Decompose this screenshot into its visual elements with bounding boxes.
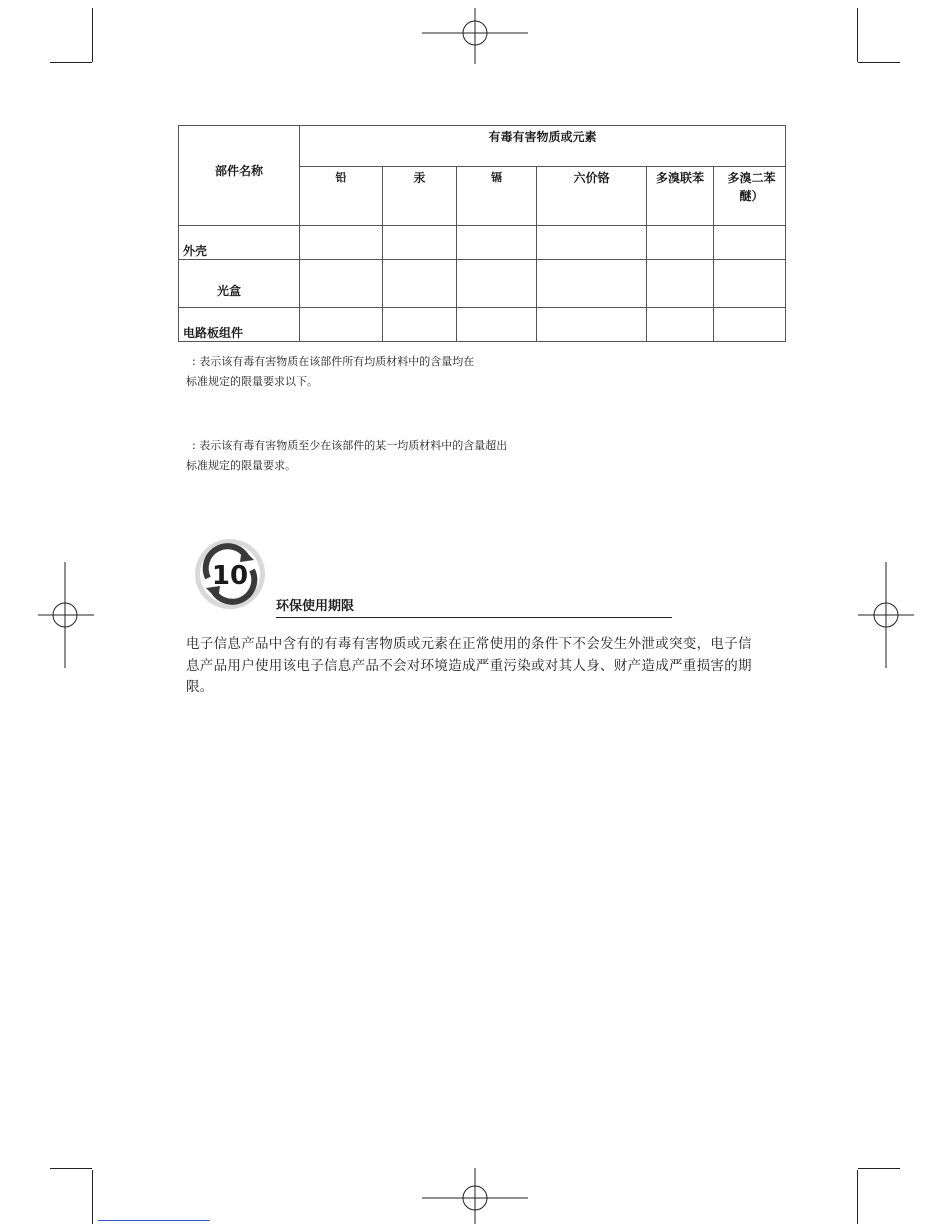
registration-mark-icon bbox=[858, 562, 914, 668]
table-cell bbox=[714, 260, 786, 308]
table-cell bbox=[647, 226, 714, 260]
table-cell bbox=[537, 308, 647, 342]
note-below-limit bbox=[186, 352, 474, 392]
table-cell bbox=[647, 260, 714, 308]
substance-header-lead: 铅 bbox=[300, 167, 383, 226]
registration-mark-icon bbox=[422, 8, 528, 64]
note-text: 标准规定的限量要求以下。 bbox=[186, 375, 318, 388]
table-cell bbox=[457, 308, 537, 342]
substance-header-pbb: 多溴联苯 bbox=[647, 167, 714, 226]
logo-number: 10 bbox=[211, 561, 249, 591]
part-name-cell: 电路板组件 bbox=[179, 308, 300, 342]
substance-header-pbde: 多溴二苯醚） bbox=[714, 167, 786, 226]
note-exceeds-limit bbox=[186, 436, 507, 476]
part-name-cell: 光盒 bbox=[179, 260, 300, 308]
crop-mark bbox=[92, 8, 93, 62]
table-cell bbox=[300, 260, 383, 308]
hazardous-substance-table bbox=[178, 125, 786, 342]
table-cell bbox=[714, 308, 786, 342]
table-cell bbox=[383, 260, 457, 308]
table-cell bbox=[300, 226, 383, 260]
environmental-protection-use-period-icon bbox=[194, 538, 266, 610]
crop-mark bbox=[857, 1170, 858, 1224]
table-row bbox=[179, 260, 786, 308]
underline-mark bbox=[98, 1220, 210, 1221]
crop-mark bbox=[50, 62, 92, 63]
crop-mark bbox=[858, 62, 900, 63]
note-colon: : bbox=[192, 439, 196, 452]
table-cell bbox=[457, 226, 537, 260]
note-text: 表示该有毒有害物质在该部件所有均质材料中的含量均在 bbox=[199, 355, 475, 368]
substance-header-cadmium: 镉 bbox=[457, 167, 537, 226]
table-cell bbox=[714, 226, 786, 260]
registration-mark-icon bbox=[422, 1168, 528, 1224]
registration-mark-icon bbox=[38, 562, 94, 668]
note-text: 标准规定的限量要求。 bbox=[186, 459, 296, 472]
section-title: 环保使用期限 bbox=[276, 598, 672, 618]
note-colon: : bbox=[192, 355, 196, 368]
substance-group-header: 有毒有害物质或元素 bbox=[300, 126, 786, 167]
table-cell bbox=[537, 226, 647, 260]
crop-mark bbox=[858, 1168, 900, 1169]
part-name-header: 部件名称 bbox=[179, 126, 300, 226]
substance-header-mercury: 汞 bbox=[383, 167, 457, 226]
table-cell bbox=[383, 308, 457, 342]
table-row bbox=[179, 308, 786, 342]
table-cell bbox=[300, 308, 383, 342]
table-row bbox=[179, 226, 786, 260]
table-cell bbox=[457, 260, 537, 308]
part-name-cell: 外壳 bbox=[179, 226, 300, 260]
table-cell bbox=[647, 308, 714, 342]
description-paragraph: 电子信息产品中含有的有毒有害物质或元素在正常使用的条件下不会发生外泄或突变，电子信息产品用户使用该电子信息产品不会对环境造成严重污染或对其人身、财产造成严重损害的期限。 bbox=[186, 636, 752, 695]
crop-mark bbox=[92, 1170, 93, 1224]
table-cell bbox=[383, 226, 457, 260]
table-cell bbox=[537, 260, 647, 308]
substance-header-chromium: 六价铬 bbox=[537, 167, 647, 226]
crop-mark bbox=[50, 1168, 92, 1169]
note-text: 表示该有毒有害物质至少在该部件的某一均质材料中的含量超出 bbox=[199, 439, 508, 452]
crop-mark bbox=[857, 8, 858, 62]
